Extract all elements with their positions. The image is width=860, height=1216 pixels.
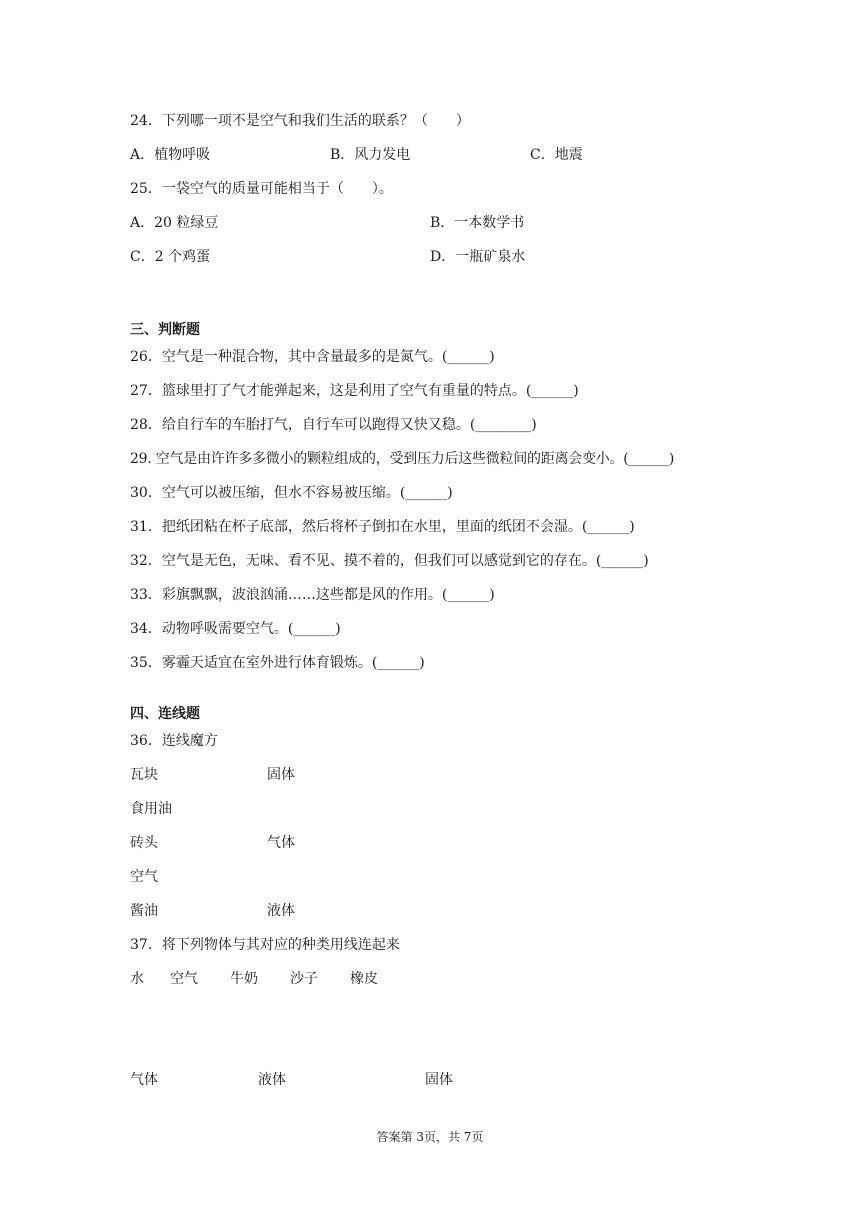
q37-kind: 气体 bbox=[130, 1072, 158, 1088]
q36-left-item: 食用油 bbox=[130, 801, 172, 817]
q37-item: 牛奶 bbox=[230, 971, 258, 987]
judge-item: 30．空气可以被压缩，但水不容易被压缩。(______) bbox=[130, 485, 453, 501]
q36-left-item: 空气 bbox=[130, 869, 158, 885]
question-37: 37．将下列物体与其对应的种类用线连起来 bbox=[130, 937, 400, 953]
q25-option-d: D．一瓶矿泉水 bbox=[430, 249, 526, 265]
q24-option-c: C．地震 bbox=[530, 147, 583, 163]
section-title-matching: 四、连线题 bbox=[130, 706, 200, 722]
judge-item: 29. 空气是由许许多多微小的颗粒组成的，受到压力后这些微粒间的距离会变小。(______) bbox=[130, 451, 675, 467]
q37-kind: 液体 bbox=[258, 1072, 286, 1088]
judge-item: 27．篮球里打了气才能弹起来，这是利用了空气有重量的特点。(______) bbox=[130, 383, 579, 399]
page-footer: 答案第 3页，共 7页 bbox=[376, 1130, 484, 1144]
judge-item: 34．动物呼吸需要空气。(______) bbox=[130, 621, 341, 637]
question-36: 36．连线魔方 bbox=[130, 733, 218, 749]
judge-item: 33．彩旗飘飘，波浪汹涌……这些都是风的作用。(______) bbox=[130, 587, 495, 603]
question-25: 25．一袋空气的质量可能相当于（ ）。 bbox=[130, 181, 393, 197]
q25-option-a: A．20 粒绿豆 bbox=[130, 215, 219, 231]
q36-right-item: 气体 bbox=[267, 835, 295, 851]
q36-left-item: 砖头 bbox=[130, 835, 158, 851]
q37-item: 橡皮 bbox=[350, 971, 378, 987]
judge-item: 35．雾霾天适宜在室外进行体育锻炼。(______) bbox=[130, 655, 425, 671]
q37-item: 空气 bbox=[170, 971, 198, 987]
q36-right-item: 固体 bbox=[267, 767, 295, 783]
q36-left-item: 瓦块 bbox=[130, 767, 158, 783]
judge-item: 32．空气是无色，无味、看不见、摸不着的，但我们可以感觉到它的存在。(______) bbox=[130, 553, 649, 569]
q25-option-c: C．2 个鸡蛋 bbox=[130, 249, 211, 265]
question-24: 24．下列哪一项不是空气和我们生活的联系？（ ） bbox=[130, 113, 470, 129]
section-title-judge: 三、判断题 bbox=[130, 322, 200, 338]
q37-item: 水 bbox=[130, 971, 144, 987]
q37-item: 沙子 bbox=[290, 971, 318, 987]
q36-right-item: 液体 bbox=[267, 903, 295, 919]
judge-item: 31．把纸团粘在杯子底部，然后将杯子倒扣在水里，里面的纸团不会湿。(______) bbox=[130, 519, 635, 535]
q36-left-item: 酱油 bbox=[130, 903, 158, 919]
q37-kind: 固体 bbox=[425, 1072, 453, 1088]
q24-option-b: B．风力发电 bbox=[330, 147, 411, 163]
q25-option-b: B．一本数学书 bbox=[430, 215, 525, 231]
judge-item: 28．给自行车的车胎打气，自行车可以跑得又快又稳。(________) bbox=[130, 417, 537, 433]
judge-item: 26．空气是一种混合物，其中含量最多的是氮气。(______) bbox=[130, 349, 495, 365]
q24-option-a: A．植物呼吸 bbox=[130, 147, 211, 163]
